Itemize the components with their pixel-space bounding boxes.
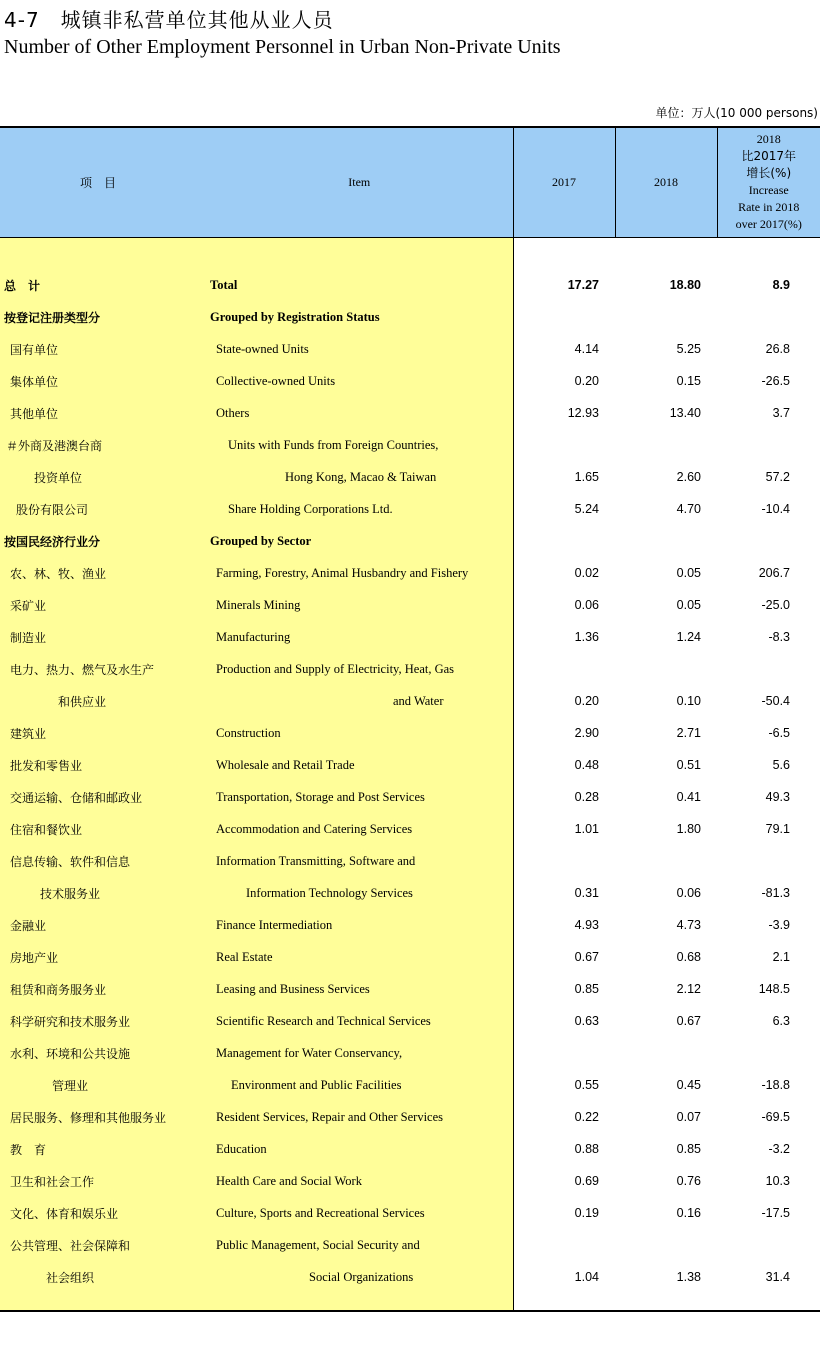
row-value-2018: 5.25 [676, 342, 701, 356]
row-item-cn: 社会组织 [0, 1261, 206, 1293]
row-item-en: Wholesale and Retail Trade [206, 749, 513, 781]
row-item-en: Collective-owned Units [206, 365, 513, 397]
row-growth: 206.7 [758, 566, 790, 580]
row-value-2017: 0.20 [574, 374, 599, 388]
header-growth-line: Rate in 2018 [738, 200, 800, 215]
header-item-cn: 项 目 [0, 127, 206, 237]
row-value-2018: 2.71 [676, 726, 701, 740]
table-row [0, 973, 820, 1005]
header-growth-line: 增长(%) [746, 166, 792, 181]
table-row [0, 717, 820, 749]
row-item-cn: 股份有限公司 [0, 493, 206, 525]
row-item-en: Manufacturing [206, 621, 513, 653]
table-row [0, 1197, 820, 1229]
row-item-cn: 其他单位 [0, 397, 206, 429]
row-value-2018 [615, 1037, 717, 1069]
row-value-2017: 0.06 [574, 598, 599, 612]
row-item-cn: 按国民经济行业分 [0, 525, 206, 557]
row-item-en: Health Care and Social Work [206, 1165, 513, 1197]
row-item-cn: 采矿业 [0, 589, 206, 621]
row-value-2018: 0.07 [676, 1110, 701, 1124]
row-item-cn: 水利、环境和公共设施 [0, 1037, 206, 1069]
row-item-en: Culture, Sports and Recreational Services [206, 1197, 513, 1229]
row-value-2018: 0.76 [676, 1174, 701, 1188]
table-row [0, 269, 820, 301]
row-item-en: Public Management, Social Security and [206, 1229, 513, 1261]
row-item-cn: 科学研究和技术服务业 [0, 1005, 206, 1037]
row-item-cn: 按登记注册类型分 [0, 301, 206, 333]
row-value-2017: 17.27 [567, 278, 599, 292]
table-row [0, 557, 820, 589]
row-item-en: Units with Funds from Foreign Countries, [206, 429, 513, 461]
row-item-en: Total [206, 269, 513, 301]
row-value-2017: 1.01 [574, 822, 599, 836]
row-value-2017 [513, 301, 615, 333]
row-value-2017 [513, 525, 615, 557]
header-growth-line: over 2017(%) [735, 217, 802, 232]
table-row [0, 1261, 820, 1293]
row-item-cn: 管理业 [0, 1069, 206, 1101]
table-row [0, 877, 820, 909]
row-growth: -17.5 [761, 1206, 790, 1220]
row-value-2017: 0.48 [574, 758, 599, 772]
row-growth: -6.5 [768, 726, 790, 740]
row-growth [717, 1037, 820, 1069]
row-growth: 8.9 [772, 278, 790, 292]
row-item-en: State-owned Units [206, 333, 513, 365]
row-growth: 57.2 [765, 470, 790, 484]
table-row [0, 461, 820, 493]
spacer-row [0, 237, 820, 269]
row-growth: 2.1 [772, 950, 790, 964]
table-row [0, 685, 820, 717]
row-item-en: Farming, Forestry, Animal Husbandry and Fishery [206, 557, 513, 589]
row-growth: -8.3 [768, 630, 790, 644]
row-growth: -26.5 [761, 374, 790, 388]
row-value-2017: 1.65 [574, 470, 599, 484]
unit-label: 单位：万人(10 000 persons) [655, 106, 818, 120]
row-value-2018: 13.40 [669, 406, 701, 420]
header-growth [717, 127, 820, 237]
table-row [0, 1037, 820, 1069]
header-growth-line: 比2017年 [741, 149, 797, 164]
row-growth: -25.0 [761, 598, 790, 612]
row-growth [717, 845, 820, 877]
row-value-2018: 4.70 [676, 502, 701, 516]
row-value-2017: 0.85 [574, 982, 599, 996]
table-row [0, 813, 820, 845]
page-title-cn: 4-7 城镇非私营单位其他从业人员 [4, 8, 334, 32]
row-item-en: Finance Intermediation [206, 909, 513, 941]
row-item-en: Production and Supply of Electricity, Heat, Gas [206, 653, 513, 685]
row-growth: 49.3 [765, 790, 790, 804]
row-item-cn: 文化、体育和娱乐业 [0, 1197, 206, 1229]
header-item-en: Item [206, 127, 513, 237]
row-value-2017: 4.14 [574, 342, 599, 356]
row-growth [717, 1229, 820, 1261]
row-value-2018 [615, 1229, 717, 1261]
row-growth: 5.6 [772, 758, 790, 772]
row-value-2017: 0.69 [574, 1174, 599, 1188]
row-item-cn: 集体单位 [0, 365, 206, 397]
row-item-cn: 和供应业 [0, 685, 206, 717]
row-growth [717, 429, 820, 461]
row-value-2018 [615, 653, 717, 685]
row-item-en: Transportation, Storage and Post Services [206, 781, 513, 813]
row-item-cn: 投资单位 [0, 461, 206, 493]
row-value-2018: 18.80 [669, 278, 701, 292]
row-value-2018: 0.10 [676, 694, 701, 708]
row-item-en: Education [206, 1133, 513, 1165]
row-value-2018 [615, 301, 717, 333]
row-item-en: Scientific Research and Technical Services [206, 1005, 513, 1037]
table-row [0, 333, 820, 365]
row-value-2018: 0.85 [676, 1142, 701, 1156]
row-item-cn: 公共管理、社会保障和 [0, 1229, 206, 1261]
row-item-cn: 国有单位 [0, 333, 206, 365]
table-row [0, 1133, 820, 1165]
row-value-2017 [513, 1229, 615, 1261]
row-item-cn: 交通运输、仓储和邮政业 [0, 781, 206, 813]
table-row [0, 1005, 820, 1037]
row-item-cn: 总 计 [0, 269, 206, 301]
row-item-en: Management for Water Conservancy, [206, 1037, 513, 1069]
table-row [0, 749, 820, 781]
row-growth: 148.5 [758, 982, 790, 996]
row-value-2017: 0.28 [574, 790, 599, 804]
data-table [0, 126, 820, 1312]
row-item-en: Information Transmitting, Software and [206, 845, 513, 877]
row-value-2018: 0.51 [676, 758, 701, 772]
row-value-2018: 1.80 [676, 822, 701, 836]
row-value-2018: 0.05 [676, 598, 701, 612]
row-item-cn: 住宿和餐饮业 [0, 813, 206, 845]
row-item-en: Information Technology Services [206, 877, 513, 909]
row-growth: -10.4 [761, 502, 790, 516]
row-growth: -69.5 [761, 1110, 790, 1124]
row-growth [717, 653, 820, 685]
header-year-2017: 2017 [513, 127, 615, 237]
row-value-2017: 4.93 [574, 918, 599, 932]
row-value-2018: 1.38 [676, 1270, 701, 1284]
row-item-cn: 电力、热力、燃气及水生产 [0, 653, 206, 685]
row-item-en: Real Estate [206, 941, 513, 973]
table-row [0, 941, 820, 973]
row-item-en: Resident Services, Repair and Other Services [206, 1101, 513, 1133]
table-row [0, 621, 820, 653]
row-value-2018: 0.05 [676, 566, 701, 580]
row-value-2018: 0.06 [676, 886, 701, 900]
row-growth: 31.4 [765, 1270, 790, 1284]
table-row [0, 781, 820, 813]
row-growth: 79.1 [765, 822, 790, 836]
row-growth: 3.7 [772, 406, 790, 420]
row-item-en: Grouped by Sector [206, 525, 513, 557]
row-value-2017: 1.04 [574, 1270, 599, 1284]
row-growth: 26.8 [765, 342, 790, 356]
header-growth-line: Increase [748, 183, 789, 198]
row-value-2018: 0.67 [676, 1014, 701, 1028]
row-value-2018 [615, 845, 717, 877]
row-item-cn: 批发和零售业 [0, 749, 206, 781]
row-growth: -81.3 [761, 886, 790, 900]
row-item-en: Others [206, 397, 513, 429]
header-row [0, 127, 820, 237]
row-value-2017 [513, 429, 615, 461]
page-title-en: Number of Other Employment Personnel in Urban Non-Private Units [4, 36, 561, 58]
row-value-2017: 12.93 [567, 406, 599, 420]
row-value-2018: 0.16 [676, 1206, 701, 1220]
row-growth: -3.2 [768, 1142, 790, 1156]
row-value-2017: 0.20 [574, 694, 599, 708]
table-row [0, 909, 820, 941]
table-row [0, 845, 820, 877]
header-year-2018: 2018 [615, 127, 717, 237]
row-item-en: Social Organizations [206, 1261, 513, 1293]
row-item-cn: 金融业 [0, 909, 206, 941]
row-value-2017: 0.67 [574, 950, 599, 964]
row-item-en: Hong Kong, Macao & Taiwan [206, 461, 513, 493]
row-item-cn: 信息传输、软件和信息 [0, 845, 206, 877]
table-row [0, 653, 820, 685]
row-value-2017: 0.63 [574, 1014, 599, 1028]
row-value-2017: 0.02 [574, 566, 599, 580]
row-item-en: Minerals Mining [206, 589, 513, 621]
row-value-2018: 0.15 [676, 374, 701, 388]
row-item-cn: 房地产业 [0, 941, 206, 973]
table-row [0, 429, 820, 461]
table-row [0, 1101, 820, 1133]
row-value-2017: 0.19 [574, 1206, 599, 1220]
row-value-2018 [615, 525, 717, 557]
row-value-2018: 1.24 [676, 630, 701, 644]
row-growth: -50.4 [761, 694, 790, 708]
row-value-2017 [513, 653, 615, 685]
row-value-2017 [513, 845, 615, 877]
row-growth: -18.8 [761, 1078, 790, 1092]
row-item-en: Construction [206, 717, 513, 749]
row-item-en: Environment and Public Facilities [206, 1069, 513, 1101]
row-item-cn: 建筑业 [0, 717, 206, 749]
row-item-cn: 卫生和社会工作 [0, 1165, 206, 1197]
row-item-cn: 农、林、牧、渔业 [0, 557, 206, 589]
row-value-2018 [615, 429, 717, 461]
row-growth [717, 301, 820, 333]
row-value-2017: 2.90 [574, 726, 599, 740]
table-end-row [0, 1293, 820, 1311]
table-row [0, 1165, 820, 1197]
table-row [0, 525, 820, 557]
row-item-cn: 教 育 [0, 1133, 206, 1165]
row-item-cn: 制造业 [0, 621, 206, 653]
table-row [0, 1229, 820, 1261]
row-value-2017: 0.88 [574, 1142, 599, 1156]
row-item-cn: ＃外商及港澳台商 [0, 429, 206, 461]
table-row [0, 589, 820, 621]
row-item-en: Leasing and Business Services [206, 973, 513, 1005]
table-row [0, 493, 820, 525]
row-item-en: Grouped by Registration Status [206, 301, 513, 333]
row-value-2018: 2.12 [676, 982, 701, 996]
row-value-2017: 5.24 [574, 502, 599, 516]
row-value-2018: 0.68 [676, 950, 701, 964]
row-value-2017: 0.31 [574, 886, 599, 900]
table-row [0, 365, 820, 397]
table-row [0, 301, 820, 333]
row-item-en: Share Holding Corporations Ltd. [206, 493, 513, 525]
table-row [0, 1069, 820, 1101]
row-value-2018: 0.41 [676, 790, 701, 804]
row-item-cn: 技术服务业 [0, 877, 206, 909]
row-growth [717, 525, 820, 557]
row-growth: -3.9 [768, 918, 790, 932]
row-value-2017: 1.36 [574, 630, 599, 644]
row-value-2017: 0.22 [574, 1110, 599, 1124]
row-value-2018: 2.60 [676, 470, 701, 484]
header-growth-line: 2018 [756, 132, 781, 147]
row-value-2017 [513, 1037, 615, 1069]
row-item-cn: 租赁和商务服务业 [0, 973, 206, 1005]
row-item-cn: 居民服务、修理和其他服务业 [0, 1101, 206, 1133]
row-item-en: and Water [206, 685, 513, 717]
row-growth: 10.3 [765, 1174, 790, 1188]
table-body [0, 237, 820, 1311]
table-row [0, 397, 820, 429]
row-growth: 6.3 [772, 1014, 790, 1028]
row-value-2017: 0.55 [574, 1078, 599, 1092]
row-item-en: Accommodation and Catering Services [206, 813, 513, 845]
row-value-2018: 0.45 [676, 1078, 701, 1092]
row-value-2018: 4.73 [676, 918, 701, 932]
